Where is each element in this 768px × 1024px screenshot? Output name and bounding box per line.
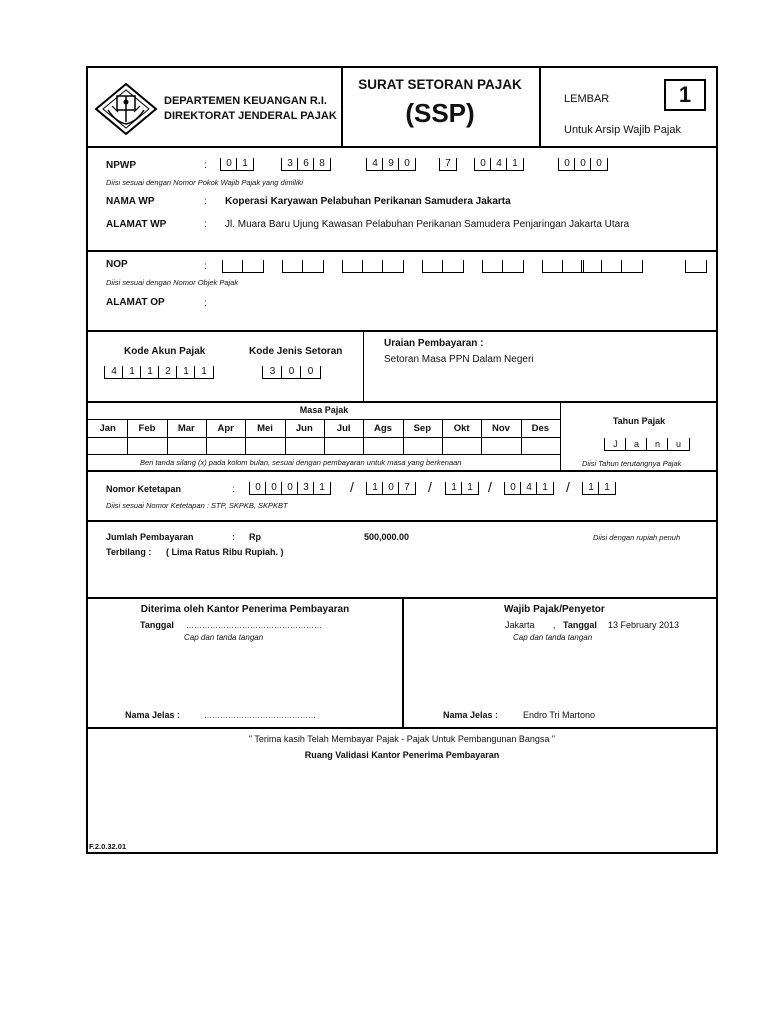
month-header-des: Des	[531, 423, 550, 434]
month-header-okt: Okt	[442, 420, 482, 437]
month-checkbox-des[interactable]	[521, 437, 560, 454]
month-checkbox-sep[interactable]	[403, 437, 443, 454]
ketetapan-digit-box[interactable]: 1	[598, 482, 616, 495]
nop-digit-box[interactable]	[581, 260, 602, 273]
nop-digit-box[interactable]	[302, 260, 324, 273]
nop-digit-box[interactable]	[362, 260, 383, 273]
month-header-apr: Apr	[206, 420, 246, 437]
npwp-digit-box[interactable]: 8	[313, 158, 331, 171]
month-checkbox-okt[interactable]	[442, 437, 482, 454]
month-header-sep: Sep	[403, 420, 443, 437]
month-checkbox-nov[interactable]	[481, 437, 521, 454]
kode-akun-label: Kode Akun Pajak	[124, 346, 206, 357]
ketetapan-digit-box[interactable]: 0	[382, 482, 399, 495]
lembar-description: Untuk Arsip Wajib Pajak	[564, 124, 681, 136]
object-address-label: ALAMAT OP	[106, 297, 165, 308]
taxpayer-name-value[interactable]: Koperasi Karyawan Pelabuhan Perikanan Samudera Jakarta	[225, 196, 511, 207]
npwp-digit-box[interactable]: 3	[281, 158, 298, 171]
month-checkbox-mei[interactable]	[245, 437, 285, 454]
taxpayer-name-label: NAMA WP	[106, 196, 155, 207]
month-checkbox-jan[interactable]	[88, 437, 128, 454]
month-checkbox-ags[interactable]	[363, 437, 403, 454]
month-header-ags: Ags	[363, 420, 403, 437]
kode-jenis-digit[interactable]: 0	[300, 366, 321, 379]
payer-comma: ,	[553, 620, 556, 630]
month-checkbox-feb[interactable]	[127, 437, 167, 454]
ketetapan-colon: :	[232, 484, 235, 495]
nop-digit-box[interactable]	[422, 260, 443, 273]
taxpayer-address-value[interactable]: Jl. Muara Baru Ujung Kawasan Pelabuhan Perikanan Samudera Penjaringan Jakarta Utara	[225, 219, 630, 230]
kode-akun-digit[interactable]: 4	[104, 366, 123, 379]
npwp-digit-box[interactable]: 0	[474, 158, 491, 171]
receiver-nama-label: Nama Jelas :	[125, 710, 181, 720]
name-colon: :	[204, 196, 207, 207]
terbilang-label: Terbilang :	[106, 547, 152, 557]
receiver-title: Diterima oleh Kantor Penerima Pembayaran	[140, 604, 350, 615]
terbilang-value[interactable]: ( Lima Ratus Ribu Rupiah. )	[166, 547, 284, 557]
npwp-digit-box[interactable]: 9	[382, 158, 399, 171]
lembar-number: 1	[664, 79, 706, 111]
masa-hint: Beri tanda silang (x) pada kolom bulan, sesuai dengan pembayaran untuk masa yang berkenaan	[140, 458, 462, 467]
jumlah-label: Jumlah Pembayaran	[106, 532, 194, 542]
department-name: DEPARTEMEN KEUANGAN R.I.	[164, 95, 327, 107]
tahun-char-box[interactable]: a	[625, 438, 647, 451]
nop-digit-box[interactable]	[621, 260, 643, 273]
object-address-colon: :	[204, 298, 207, 309]
nop-digit-box[interactable]	[382, 260, 404, 273]
jumlah-colon: :	[232, 532, 235, 542]
nop-digit-box[interactable]	[442, 260, 464, 273]
nop-label: NOP	[106, 259, 128, 270]
month-header-jul: Jul	[324, 420, 364, 437]
ketetapan-digit-box[interactable]: 7	[398, 482, 416, 495]
nop-colon: :	[204, 261, 207, 272]
ketetapan-hint: Diisi sesuai Nomor Ketetapan : STP, SKPKB, SKPKBT	[106, 501, 288, 510]
ketetapan-digit-box[interactable]: 0	[504, 482, 521, 495]
payer-date[interactable]: 13 February 2013	[608, 620, 680, 630]
form-title: SURAT SETORAN PAJAK	[358, 77, 522, 92]
nop-digit-box[interactable]	[242, 260, 264, 273]
uraian-label: Uraian Pembayaran :	[384, 338, 484, 349]
payer-tanggal-label: Tanggal	[563, 620, 597, 630]
npwp-digit-box[interactable]: 4	[366, 158, 383, 171]
uraian-value[interactable]: Setoran Masa PPN Dalam Negeri	[384, 354, 534, 365]
kode-jenis-digit[interactable]: 3	[262, 366, 282, 379]
validation-label: Ruang Validasi Kantor Penerima Pembayaran	[304, 750, 500, 760]
tahun-char-box[interactable]: J	[604, 438, 626, 451]
npwp-digit-box[interactable]: 4	[490, 158, 507, 171]
kode-jenis-label: Kode Jenis Setoran	[249, 346, 343, 357]
ketetapan-digit-box[interactable]: 4	[520, 482, 537, 495]
payer-nama-value[interactable]: Endro Tri Martono	[523, 710, 596, 720]
masa-pajak-label: Masa Pajak	[299, 405, 349, 415]
ketetapan-digit-box[interactable]: 0	[249, 482, 266, 495]
nop-digit-box[interactable]	[482, 260, 503, 273]
ketetapan-slash: /	[566, 479, 570, 495]
nop-digit-box[interactable]	[342, 260, 363, 273]
tahun-pajak-label: Tahun Pajak	[612, 416, 666, 426]
month-header-jan: Jan	[88, 420, 128, 437]
tahun-char-box[interactable]: u	[667, 438, 690, 451]
jumlah-hint: Diisi dengan rupiah penuh	[593, 533, 681, 542]
form-abbr: (SSP)	[405, 98, 475, 128]
npwp-digit-box[interactable]: 6	[297, 158, 314, 171]
currency-label: Rp	[249, 532, 261, 542]
month-header-nov: Nov	[481, 420, 521, 437]
ketetapan-slash: /	[488, 479, 492, 495]
address-colon: :	[204, 219, 207, 230]
npwp-digit-box[interactable]: 0	[558, 158, 575, 171]
payer-city[interactable]: Jakarta	[505, 620, 535, 630]
npwp-label: NPWP	[106, 160, 136, 171]
kode-akun-digit[interactable]: 1	[140, 366, 159, 379]
month-checkbox-jun[interactable]	[285, 437, 325, 454]
month-checkbox-apr[interactable]	[206, 437, 246, 454]
npwp-digit-box[interactable]: 1	[236, 158, 254, 171]
form-code: F.2.0.32.01	[89, 842, 127, 851]
ketetapan-digit-box[interactable]: 1	[461, 482, 479, 495]
nop-digit-box[interactable]	[685, 260, 707, 273]
receiver-tanggal-field[interactable]: ……………………………………………	[186, 621, 322, 630]
ketetapan-digit-box[interactable]: 0	[281, 482, 298, 495]
receiver-cap: Cap dan tanda tangan	[184, 633, 264, 642]
npwp-hint: Diisi sesuai dengan Nomor Pokok Wajib Pajak yang dimiliki	[106, 178, 304, 187]
kode-akun-digit[interactable]: 1	[122, 366, 141, 379]
kode-akun-digit[interactable]: 1	[176, 366, 195, 379]
ketetapan-digit-box[interactable]: 1	[536, 482, 554, 495]
ssp-form	[86, 66, 718, 854]
month-header-jun: Jun	[285, 420, 325, 437]
ketetapan-digit-box[interactable]: 1	[366, 482, 383, 495]
receiver-nama-field[interactable]: ……………………………………	[204, 711, 316, 720]
month-checkbox-jul[interactable]	[324, 437, 364, 454]
ketetapan-digit-box[interactable]: 1	[445, 482, 462, 495]
thanks-text: " Terima kasih Telah Membayar Pajak - Pajak Untuk Pembangunan Bangsa "	[248, 734, 556, 744]
kode-akun-digit[interactable]: 1	[194, 366, 214, 379]
month-header-mar: Mar	[167, 420, 207, 437]
npwp-digit-box[interactable]: 0	[398, 158, 416, 171]
month-header-mei: Mei	[245, 420, 285, 437]
jumlah-value[interactable]: 500,000.00	[364, 532, 410, 542]
kode-akun-digit[interactable]: 2	[158, 366, 177, 379]
npwp-digit-box[interactable]: 1	[506, 158, 524, 171]
month-check-row	[88, 437, 560, 455]
ketetapan-digit-box[interactable]: 1	[582, 482, 599, 495]
kode-jenis-digit[interactable]: 0	[281, 366, 301, 379]
npwp-digit-box[interactable]: 7	[439, 158, 457, 171]
payer-nama-label: Nama Jelas :	[443, 710, 499, 720]
npwp-digit-box[interactable]: 0	[574, 158, 591, 171]
tahun-char-box[interactable]: n	[646, 438, 668, 451]
npwp-colon: :	[204, 160, 207, 171]
month-header-row	[88, 419, 560, 438]
npwp-digit-box[interactable]: 0	[220, 158, 237, 171]
ketetapan-label: Nomor Ketetapan	[106, 484, 182, 494]
ketetapan-slash: /	[350, 479, 354, 495]
ketetapan-slash: /	[428, 479, 432, 495]
receiver-tanggal-label: Tanggal	[140, 620, 174, 630]
tahun-hint: Diisi Tahun terutangnya Pajak	[582, 459, 682, 468]
ketetapan-digit-box[interactable]: 1	[313, 482, 331, 495]
ministry-logo-icon	[94, 82, 158, 136]
taxpayer-address-label: ALAMAT WP	[106, 219, 167, 230]
nop-hint: Diisi sesuai dengan Nomor Objek Pajak	[106, 278, 239, 287]
lembar-label: LEMBAR	[564, 93, 610, 105]
payer-cap: Cap dan tanda tangan	[513, 633, 593, 642]
nop-digit-box[interactable]	[542, 260, 563, 273]
month-checkbox-mar[interactable]	[167, 437, 207, 454]
directorate-name: DIREKTORAT JENDERAL PAJAK	[164, 110, 337, 122]
month-header-feb: Feb	[127, 420, 167, 437]
ketetapan-digit-box[interactable]: 0	[265, 482, 282, 495]
payer-title: Wajib Pajak/Penyetor	[504, 604, 605, 615]
ketetapan-digit-box[interactable]: 3	[297, 482, 314, 495]
nop-digit-box[interactable]	[601, 260, 622, 273]
nop-digit-box[interactable]	[222, 260, 243, 273]
nop-digit-box[interactable]	[502, 260, 524, 273]
nop-digit-box[interactable]	[282, 260, 303, 273]
npwp-digit-box[interactable]: 0	[590, 158, 608, 171]
